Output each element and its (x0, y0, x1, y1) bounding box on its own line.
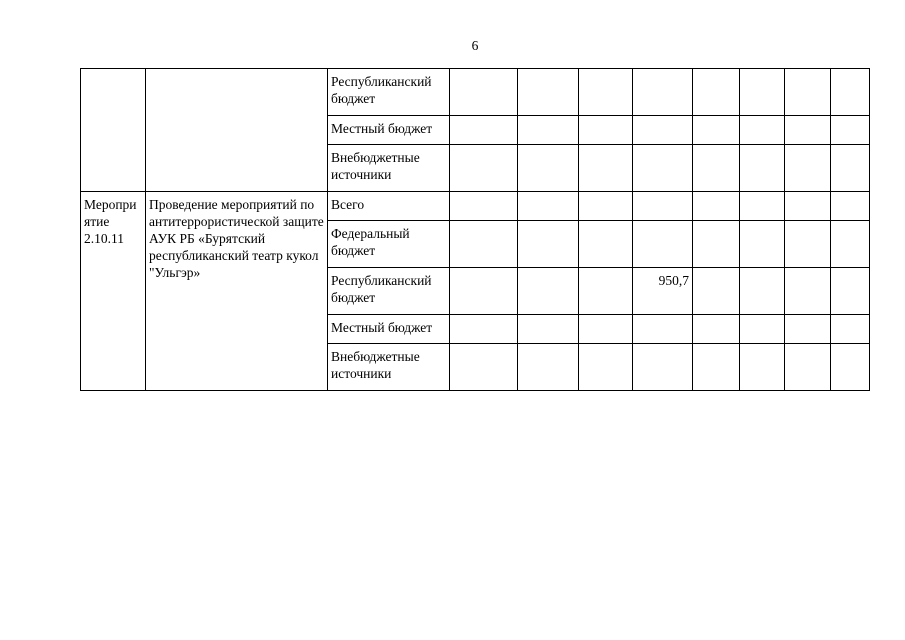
source-cell: Местный бюджет (328, 315, 450, 344)
value-cell (693, 268, 740, 315)
source-cell: Всего (328, 192, 450, 221)
value-cell (450, 315, 518, 344)
value-cell (633, 315, 693, 344)
value-cell (450, 192, 518, 221)
measure-name-cell: Проведение мероприятий по антитеррористической защите АУК РБ «Бурятский республиканский театр кукол "Ульгэр» (146, 192, 328, 391)
value-cell (633, 344, 693, 391)
source-cell: Местный бюджет (328, 116, 450, 145)
value-cell (693, 192, 740, 221)
value-cell (740, 192, 785, 221)
source-cell: Внебюджетные источники (328, 145, 450, 192)
value-cell (740, 268, 785, 315)
name-cell (146, 69, 328, 192)
value-cell (633, 221, 693, 268)
value-cell: 950,7 (633, 268, 693, 315)
value-cell (831, 221, 870, 268)
value-cell (518, 344, 579, 391)
source-cell: Федеральный бюджет (328, 221, 450, 268)
value-cell (693, 344, 740, 391)
value-cell (579, 344, 633, 391)
value-cell (518, 268, 579, 315)
table-row (81, 69, 870, 116)
value-cell (785, 221, 831, 268)
value-cell (693, 315, 740, 344)
value-cell (518, 221, 579, 268)
value-cell (450, 221, 518, 268)
budget-table (80, 68, 870, 391)
value-cell (740, 315, 785, 344)
value-cell (831, 344, 870, 391)
value-cell (831, 268, 870, 315)
source-cell: Внебюджетные источники (328, 344, 450, 391)
page-number: 6 (471, 38, 479, 53)
value-cell (518, 315, 579, 344)
value-cell (579, 221, 633, 268)
value-cell (633, 192, 693, 221)
value-cell (579, 268, 633, 315)
value-cell (518, 192, 579, 221)
value-cell (785, 315, 831, 344)
value-cell (693, 221, 740, 268)
value-cell (450, 268, 518, 315)
value-cell (831, 315, 870, 344)
code-cell (81, 69, 146, 192)
source-cell: Республиканский бюджет (328, 69, 450, 116)
table-row (81, 192, 870, 221)
value-cell (740, 221, 785, 268)
source-cell: Республиканский бюджет (328, 268, 450, 315)
value-cell (579, 315, 633, 344)
value-cell (450, 344, 518, 391)
value-cell (785, 192, 831, 221)
value-cell (579, 192, 633, 221)
value-cell (785, 344, 831, 391)
value-cell (831, 192, 870, 221)
value-cell (740, 344, 785, 391)
measure-code-cell: Мероприятие 2.10.11 (81, 192, 146, 391)
value-cell (785, 268, 831, 315)
